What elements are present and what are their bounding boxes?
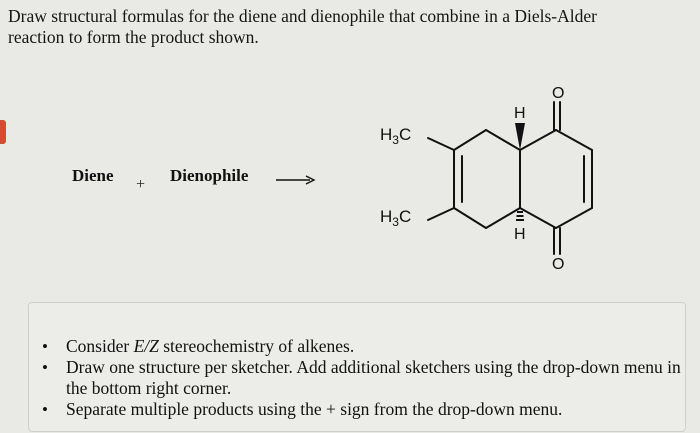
methyl-bottom-label: $H_3C$ (380, 207, 412, 229)
bullet-icon: • (42, 337, 48, 356)
plus-sign: + (136, 176, 146, 193)
question-prompt: Draw structural formulas for the diene and dienophile that combine in a Diels-Alder reaction to form the product shown. (8, 6, 597, 47)
reaction-arrow-icon (276, 174, 316, 186)
instructions-list (38, 336, 688, 420)
status-marker (0, 120, 6, 144)
oxygen-bottom-label: O (552, 256, 565, 273)
reaction-scheme (0, 160, 340, 200)
dienophile-label: Dienophile (170, 166, 249, 185)
oxygen-top-label: O (552, 85, 565, 102)
diene-label: Diene (72, 166, 114, 185)
hydrogen-bottom-label: H (514, 226, 526, 243)
wedge-bond-top (515, 123, 525, 150)
instruction-item: • Draw one structure per sketcher. Add additional sketchers using the drop-down menu in the bottom right corner. (42, 357, 681, 398)
hashed-bond-bottom (516, 212, 524, 220)
hydrogen-top-label: H (514, 105, 526, 122)
instruction-item: • Separate multiple products using the + sign from the drop-down menu. (42, 399, 563, 419)
methyl-top-label: $H_3C$ (380, 125, 412, 147)
product-structure (370, 78, 610, 273)
bullet-icon: • (42, 358, 48, 377)
instruction-item: • Consider E/Z stereochemistry of alkenes. (42, 336, 355, 356)
bullet-icon: • (42, 400, 48, 419)
